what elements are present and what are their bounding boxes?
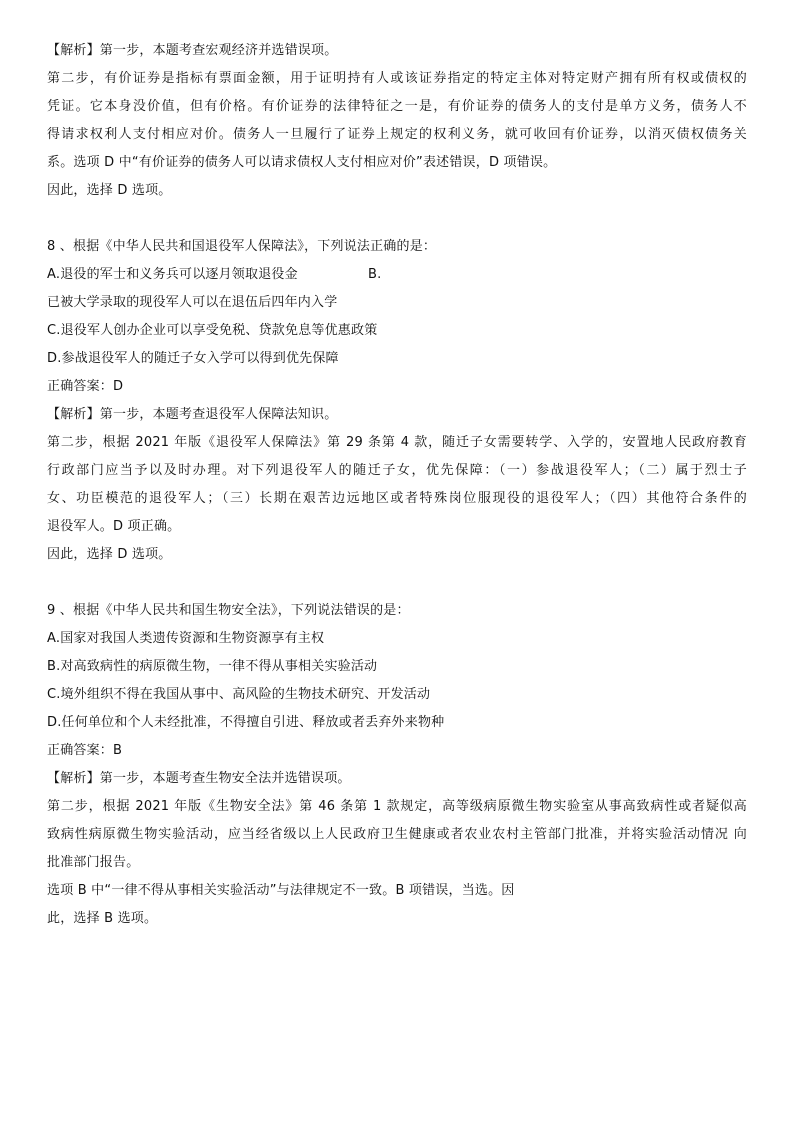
- analysis-step3-q9-line2: 此，选择 B 选项。: [47, 911, 158, 926]
- analysis-step2-q8-line3: 女、功臣模范的退役军人；（三）长期在艰苦边远地区或者特殊岗位服现役的退役军人；（四）其他符合条件的: [47, 491, 747, 506]
- analysis-step2-q7-line3: 得请求权利人支付相应对价。债务人一旦履行了证券上规定的权利义务，就可收回有价证券，以消灭债权债务关: [47, 127, 747, 142]
- analysis-step2-q7-line1: 第二步，有价证券是指标有票面金额，用于证明持有人或该证券指定的特定主体对特定财产拥有所有权或债权的: [47, 71, 747, 86]
- analysis-step2-q9-line1: 第二步，根据 2021 年版《生物安全法》第 46 条第 1 款规定，高等级病原微生物实验室从事高致病性或者疑似高: [47, 799, 747, 814]
- question-8-option-b-text: 已被大学录取的现役军人可以在退伍后四年内入学: [47, 295, 338, 310]
- question-9-answer: 正确答案：B: [47, 743, 123, 758]
- analysis-step2-q8-line1: 第二步，根据 2021 年版《退役军人保障法》第 29 条第 4 款，随迁子女需要转学、入学的，安置地人民政府教育: [47, 435, 747, 450]
- question-8-option-b-label: B.: [368, 267, 382, 282]
- analysis-step2-q7-line2: 凭证。它本身没价值，但有价格。有价证券的法律特征之一是，有价证券的债务人的支付是单方义务，债务人不: [47, 99, 747, 114]
- analysis-step2-q7-line4: 系。选项 D 中“有价证券的债务人可以请求债权人支付相应对价”表述错误，D 项错误。: [47, 155, 557, 170]
- question-9-option-c: C.境外组织不得在我国从事中、高风险的生物技术研究、开发活动: [47, 687, 431, 702]
- question-8-option-c: C.退役军人创办企业可以享受免税、贷款免息等优惠政策: [47, 323, 378, 338]
- conclusion-q7: 因此，选择 D 选项。: [47, 183, 172, 198]
- analysis-step3-q9-line1: 选项 B 中“一律不得从事相关实验活动”与法律规定不一致。B 项错误，当选。因: [47, 883, 515, 898]
- question-8-stem: 8 、根据《中华人民共和国退役军人保障法》，下列说法正确的是：: [47, 239, 437, 254]
- question-9-option-d: D.任何单位和个人未经批准，不得擅自引进、释放或者丢弃外来物种: [47, 715, 445, 730]
- question-8-answer: 正确答案：D: [47, 379, 124, 394]
- analysis-step1-q8: 【解析】第一步，本题考查退役军人保障法知识。: [47, 407, 338, 422]
- analysis-step2-q9-line3: 批准部门报告。: [47, 855, 140, 870]
- conclusion-q8: 因此，选择 D 选项。: [47, 547, 172, 562]
- analysis-step1-q9: 【解析】第一步，本题考查生物安全法并选错误项。: [47, 771, 351, 786]
- question-9-stem: 9 、根据《中华人民共和国生物安全法》，下列说法错误的是：: [47, 603, 410, 618]
- question-9-option-b: B.对高致病性的病原微生物，一律不得从事相关实验活动: [47, 659, 378, 674]
- question-8-option-d: D.参战退役军人的随迁子女入学可以得到优先保障: [47, 351, 339, 366]
- question-9-option-a: A.国家对我国人类遗传资源和生物资源享有主权: [47, 631, 325, 646]
- question-8-option-a: A.退役的军士和义务兵可以逐月领取退役金: [47, 267, 298, 282]
- analysis-step1-q7: 【解析】第一步，本题考查宏观经济并选错误项。: [47, 43, 338, 58]
- analysis-step2-q8-line2: 行政部门应当予以及时办理。对下列退役军人的随迁子女，优先保障：（一）参战退役军人；（二）属于烈士子: [47, 463, 747, 478]
- analysis-step2-q9-line2: 致病性病原微生物实验活动，应当经省级以上人民政府卫生健康或者农业农村主管部门批准，并将实验活动情况 向: [47, 827, 747, 842]
- analysis-step2-q8-line4: 退役军人。D 项正确。: [47, 519, 181, 534]
